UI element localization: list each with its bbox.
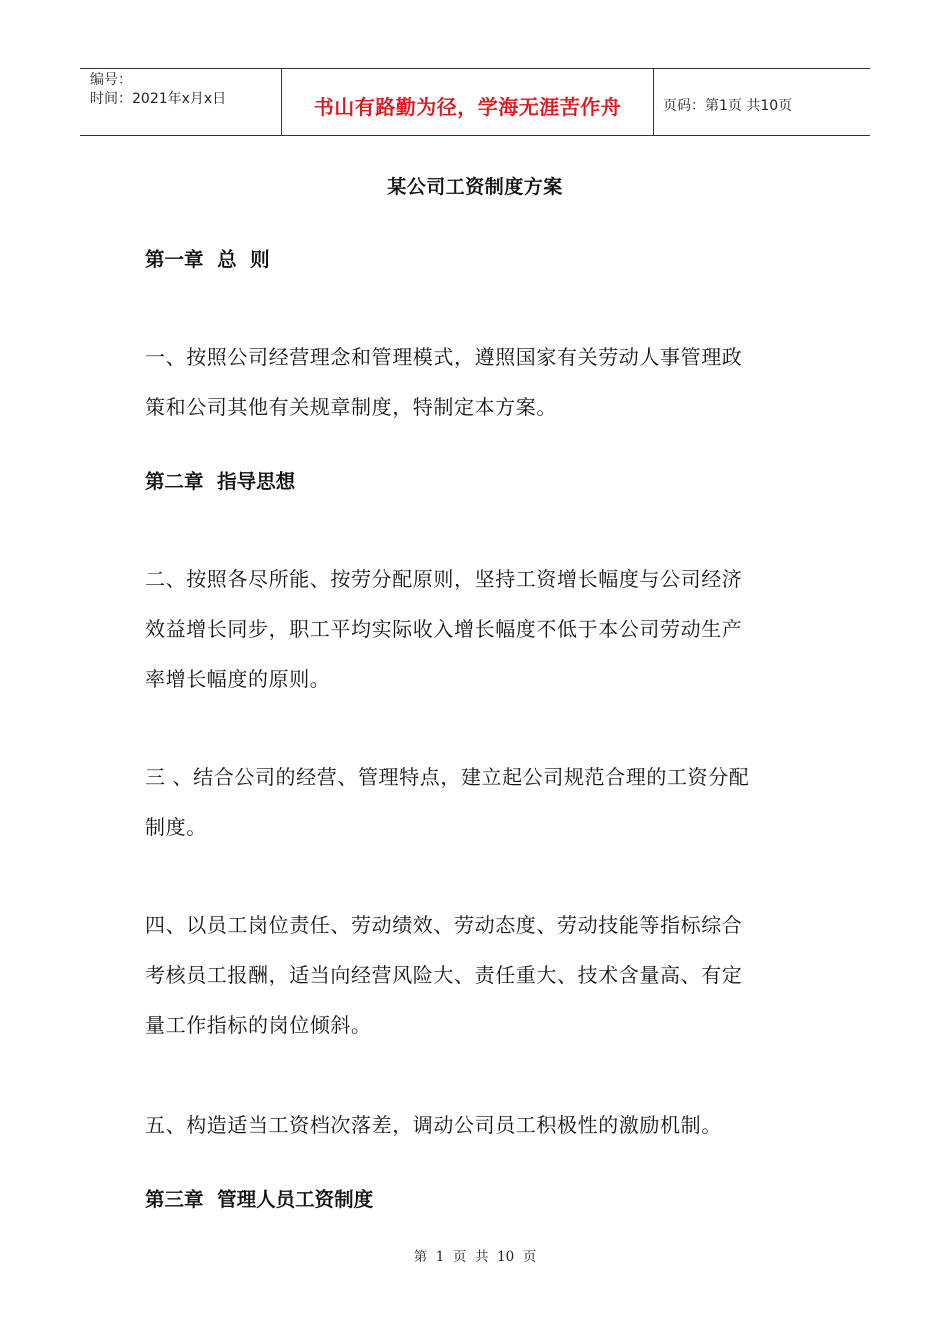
header-meta (80, 69, 281, 135)
paragraph-line: 四、以员工岗位责任、劳动绩效、劳动态度、劳动技能等指标综合 (145, 913, 743, 937)
paragraph-4 (145, 900, 825, 1050)
paragraph-line: 考核员工报酬，适当向经营风险大、责任重大、技术含量高、有定 (145, 963, 743, 987)
paragraph-line: 一、按照公司经营理念和管理模式，遵照国家有关劳动人事管理政 (145, 345, 743, 369)
document-number-label: 编号： (90, 72, 132, 88)
page-footer: 第 1 页 共 10 页 (413, 1249, 537, 1265)
paragraph-line: 率增长幅度的原则。 (145, 667, 331, 691)
paragraph-line: 效益增长同步，职工平均实际收入增长幅度不低于本公司劳动生产 (145, 617, 743, 641)
paragraph-line: 三 、结合公司的经营、管理特点，建立起公司规范合理的工资分配 (145, 765, 750, 789)
chapter-heading-1: 第一章 总 则 (145, 248, 270, 271)
header-motto-cell (281, 69, 654, 135)
document-header (80, 68, 870, 136)
paragraph-5 (145, 1100, 825, 1150)
paragraph-1 (145, 332, 825, 432)
header-page-code: 页码：第1页 共10页 (663, 98, 793, 114)
paragraph-line: 二、按照各尽所能、按劳分配原则，坚持工资增长幅度与公司经济 (145, 567, 743, 591)
document-date-label: 时间：2021年x月x日 (90, 91, 227, 107)
paragraph-line: 策和公司其他有关规章制度，特制定本方案。 (145, 395, 557, 419)
paragraph-line: 制度。 (145, 815, 207, 839)
header-motto: 书山有路勤为径，学海无涯苦作舟 (313, 94, 622, 119)
document-title: 某公司工资制度方案 (387, 176, 563, 198)
paragraph-3 (145, 752, 825, 852)
paragraph-line: 五、构造适当工资档次落差，调动公司员工积极性的激励机制。 (145, 1113, 722, 1137)
chapter-heading-3: 第三章 管理人员工资制度 (145, 1188, 374, 1211)
chapter-heading-2: 第二章 指导思想 (145, 470, 296, 493)
paragraph-line: 量工作指标的岗位倾斜。 (145, 1013, 372, 1037)
paragraph-2 (145, 554, 825, 704)
